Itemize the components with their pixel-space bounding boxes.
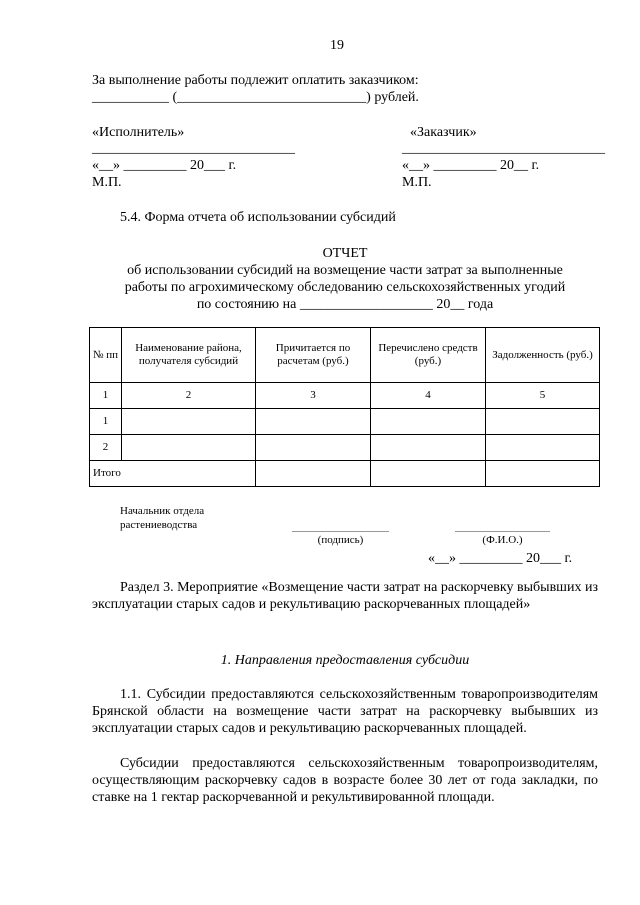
column-number: 1: [90, 383, 122, 409]
name-caption: (Ф.И.О.): [482, 534, 523, 546]
section3-paragraph: 1.1. Субсидии предоставляются сельскохозяйственным товаропроизводителям Брянской области на возмещение части затрат на раскорчевку выбывших из эксплуатации старых садов и рекультивацию раскорчеванных площадей.: [92, 687, 598, 736]
page-number: 19: [330, 38, 344, 53]
column-header: № пп: [90, 328, 122, 383]
total-label: Итого: [90, 461, 256, 487]
section3-title: Раздел 3. Мероприятие «Возмещение части затрат на раскорчевку выбывших из эксплуатации старых садов и рекультивацию раскорчеванных площадей»: [92, 580, 598, 612]
table-header-row: [90, 328, 600, 383]
section3-paragraph: Субсидии предоставляются сельскохозяйственным товаропроизводителям, осуществляющим раскорчевку садов в возрасте более 30 лет от года закладки, по ставке на 1 гектар раскорчеванной и рекультивированной площади.: [92, 756, 598, 805]
table-cell: [122, 435, 256, 461]
payment-line: За выполнение работы подлежит оплатить заказчиком:: [92, 73, 419, 88]
column-header: Задолженность (руб.): [486, 328, 600, 383]
column-number: 5: [486, 383, 600, 409]
customer-label: «Заказчик»: [410, 125, 477, 140]
table-cell: [486, 435, 600, 461]
table-cell: 1: [90, 409, 122, 435]
report-subtitle: работы по агрохимическому обследованию сельскохозяйственных угодий: [124, 280, 566, 295]
table-cell: [256, 461, 371, 487]
report-date: «__» _________ 20___ г.: [428, 551, 573, 566]
report-table: [89, 327, 600, 487]
executor-label: «Исполнитель»: [92, 125, 185, 140]
section3-subheading: 1. Направления предоставления субсидии: [220, 653, 470, 668]
customer-signature-line: _____________________________: [402, 141, 605, 156]
table-cell: [371, 461, 486, 487]
column-header: Наименование района, получателя субсидий: [122, 328, 256, 383]
table-total-row: [90, 461, 600, 487]
column-header: Перечислено средств (руб.): [371, 328, 486, 383]
table-cell: [256, 409, 371, 435]
executor-stamp: М.П.: [92, 175, 122, 190]
name-line: [455, 531, 550, 532]
table-cell: [122, 409, 256, 435]
position-title: растениеводства: [120, 519, 198, 531]
column-number: 4: [371, 383, 486, 409]
table-cell: [486, 409, 600, 435]
report-subtitle: по состоянию на ___________________ 20__ года: [196, 297, 494, 312]
payment-amount-line: ___________ (___________________________) рублей.: [92, 90, 419, 105]
table-cell: [256, 435, 371, 461]
table-numbering-row: [90, 383, 600, 409]
table-row: [90, 435, 600, 461]
customer-date: «__» _________ 20__ г.: [402, 158, 540, 173]
section-heading: 5.4. Форма отчета об использовании субсидий: [120, 210, 396, 225]
table-cell: 2: [90, 435, 122, 461]
executor-date: «__» _________ 20___ г.: [92, 158, 237, 173]
report-title: ОТЧЕТ: [322, 246, 368, 261]
signature-caption: (подпись): [317, 534, 364, 546]
table-cell: [371, 409, 486, 435]
table-cell: [371, 435, 486, 461]
table-row: [90, 409, 600, 435]
column-number: 2: [122, 383, 256, 409]
column-number: 3: [256, 383, 371, 409]
customer-stamp: М.П.: [402, 175, 432, 190]
table-cell: [486, 461, 600, 487]
report-subtitle: об использовании субсидий на возмещение части затрат за выполненные: [127, 263, 563, 278]
executor-signature-line: _____________________________: [92, 141, 295, 156]
signature-line: [292, 531, 389, 532]
column-header: Причитается по расчетам (руб.): [256, 328, 371, 383]
position-title: Начальник отдела: [120, 505, 205, 517]
